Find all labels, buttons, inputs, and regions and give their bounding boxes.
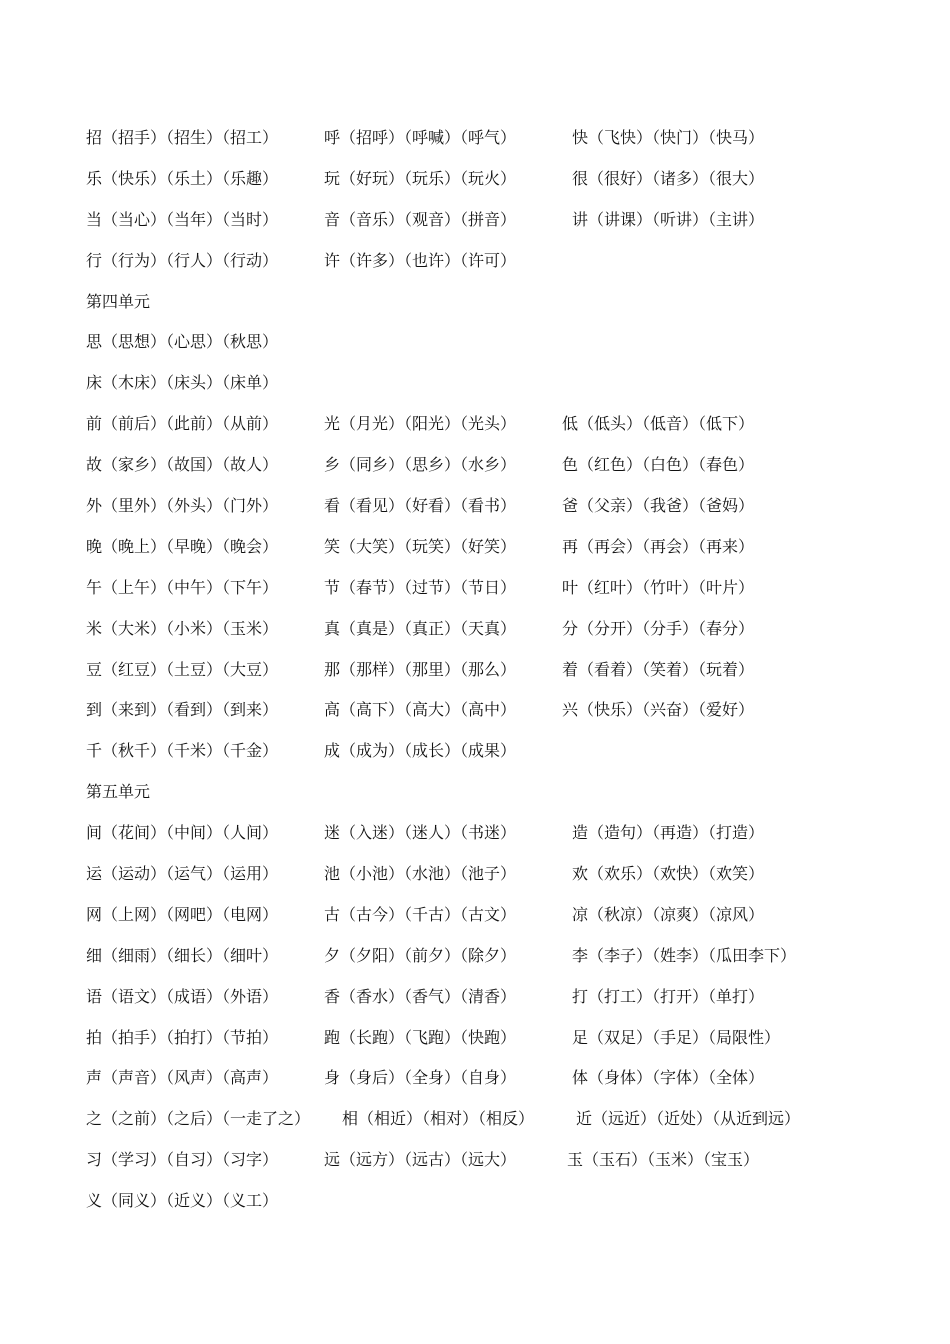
word-row <box>86 901 936 942</box>
word-group: 之（之前）（之后）（一走了之） <box>86 1109 311 1129</box>
word-group: 李（李子）（姓李）（瓜田李下） <box>572 945 797 965</box>
word-row <box>86 1146 936 1187</box>
word-group: 打（打工）（打开）（单打） <box>572 986 765 1006</box>
word-group: 足（双足）（手足）（局限性） <box>572 1027 781 1047</box>
word-group: 前（前后）（此前）（从前） <box>86 414 279 434</box>
word-group: 语（语文）（成语）（外语） <box>86 986 279 1006</box>
word-group: 很（很好）（诸多）（很大） <box>572 168 765 188</box>
word-group: 间（花间）（中间）（人间） <box>86 823 279 843</box>
word-row <box>86 983 936 1024</box>
word-group: 乡（同乡）（思乡）（水乡） <box>324 455 517 475</box>
word-row <box>86 533 936 574</box>
word-group: 节（春节）（过节）（节日） <box>324 577 517 597</box>
word-row <box>86 696 936 737</box>
word-row <box>86 656 936 697</box>
word-group: 玉（玉石）（玉米）（宝玉） <box>567 1150 760 1170</box>
word-row <box>86 165 936 206</box>
unit-heading <box>86 778 936 819</box>
word-group: 叶（红叶）（竹叶）（叶片） <box>562 577 755 597</box>
word-group: 相（相近）（相对）（相反） <box>342 1109 535 1129</box>
word-row <box>86 492 936 533</box>
word-group: 看（看见）（好看）（看书） <box>324 496 517 516</box>
word-group: 故（家乡）（故国）（故人） <box>86 455 279 475</box>
word-group: 造（造句）（再造）（打造） <box>572 823 765 843</box>
word-group: 真（真是）（真正）（天真） <box>324 618 517 638</box>
word-group: 低（低头）（低音）（低下） <box>562 414 755 434</box>
word-row <box>86 1105 936 1146</box>
document-page <box>86 124 936 1228</box>
word-group: 当（当心）（当年）（当时） <box>86 209 279 229</box>
word-group: 夕（夕阳）（前夕）（除夕） <box>324 945 517 965</box>
word-group: 声（声音）（风声）（高声） <box>86 1068 279 1088</box>
word-row <box>86 1064 936 1105</box>
word-group: 色（红色）（白色）（春色） <box>562 455 755 475</box>
word-group: 豆（红豆）（土豆）（大豆） <box>86 659 279 679</box>
word-row <box>86 860 936 901</box>
word-row <box>86 369 936 410</box>
word-group: 米（大米）（小米）（玉米） <box>86 618 279 638</box>
word-group: 爸（父亲）（我爸）（爸妈） <box>562 496 755 516</box>
word-row <box>86 737 936 778</box>
word-group: 快（飞快）（快门）（快马） <box>572 128 765 147</box>
unit-heading-text: 第五单元 <box>86 782 151 802</box>
word-group: 高（高下）（高大）（高中） <box>324 700 517 720</box>
word-group: 义（同义）（近义）（义工） <box>86 1191 279 1211</box>
word-group: 床（木床）（床头）（床单） <box>86 373 279 393</box>
unit-heading-text: 第四单元 <box>86 291 151 311</box>
unit-heading <box>86 288 936 329</box>
word-row <box>86 615 936 656</box>
word-group: 兴（快乐）（兴奋）（爱好） <box>562 700 755 720</box>
word-group: 外（里外）（外头）（门外） <box>86 496 279 516</box>
word-group: 乐（快乐）（乐土）（乐趣） <box>86 168 279 188</box>
word-group: 拍（拍手）（拍打）（节拍） <box>86 1027 279 1047</box>
word-group: 古（古今）（千古）（古文） <box>324 904 517 924</box>
word-row <box>86 1187 936 1228</box>
word-group: 细（细雨）（细长）（细叶） <box>86 945 279 965</box>
word-group: 迷（入迷）（迷人）（书迷） <box>324 823 517 843</box>
word-row <box>86 451 936 492</box>
word-group: 身（身后）（全身）（自身） <box>324 1068 517 1088</box>
word-group: 到（来到）（看到）（到来） <box>86 700 279 720</box>
word-group: 分（分开）（分手）（春分） <box>562 618 755 638</box>
word-group: 音（音乐）（观音）（拼音） <box>324 209 517 229</box>
word-group: 思（思想）（心思）（秋思） <box>86 332 279 352</box>
word-group: 再（再会）（再会）（再来） <box>562 536 755 556</box>
word-group: 着（看着）（笑着）（玩着） <box>562 659 755 679</box>
word-group: 许（许多）（也许）（许可） <box>324 250 517 270</box>
word-row <box>86 819 936 860</box>
word-group: 那（那样）（那里）（那么） <box>324 659 517 679</box>
word-group: 网（上网）（网吧）（电网） <box>86 904 279 924</box>
word-group: 欢（欢乐）（欢快）（欢笑） <box>572 864 765 884</box>
word-row <box>86 1024 936 1065</box>
word-group: 呼（招呼）（呼喊）（呼气） <box>324 128 517 147</box>
word-group: 晚（晚上）（早晚）（晚会） <box>86 536 279 556</box>
word-row <box>86 410 936 451</box>
word-group: 成（成为）（成长）（成果） <box>324 741 517 761</box>
word-row <box>86 124 936 165</box>
word-group: 跑（长跑）（飞跑）（快跑） <box>324 1027 517 1047</box>
word-group: 行（行为）（行人）（行动） <box>86 250 279 270</box>
word-group: 千（秋千）（千米）（千金） <box>86 741 279 761</box>
word-group: 光（月光）（阳光）（光头） <box>324 414 517 434</box>
word-row <box>86 942 936 983</box>
word-group: 香（香水）（香气）（清香） <box>324 986 517 1006</box>
word-row <box>86 328 936 369</box>
word-group: 讲（讲课）（听讲）（主讲） <box>572 209 765 229</box>
word-group: 池（小池）（水池）（池子） <box>324 864 517 884</box>
word-group: 运（运动）（运气）（运用） <box>86 864 279 884</box>
word-group: 玩（好玩）（玩乐）（玩火） <box>324 168 517 188</box>
word-group: 习（学习）（自习）（习字） <box>86 1150 279 1170</box>
word-row <box>86 574 936 615</box>
word-group: 体（身体）（字体）（全体） <box>572 1068 765 1088</box>
word-group: 凉（秋凉）（凉爽）（凉风） <box>572 904 765 924</box>
word-row <box>86 247 936 288</box>
word-row <box>86 206 936 247</box>
word-group: 午（上午）（中午）（下午） <box>86 577 279 597</box>
word-group: 远（远方）（远古）（远大） <box>324 1150 517 1170</box>
word-group: 招（招手）（招生）（招工） <box>86 128 279 147</box>
word-group: 笑（大笑）（玩笑）（好笑） <box>324 536 517 556</box>
word-group: 近（远近）（近处）（从近到远） <box>576 1109 801 1129</box>
